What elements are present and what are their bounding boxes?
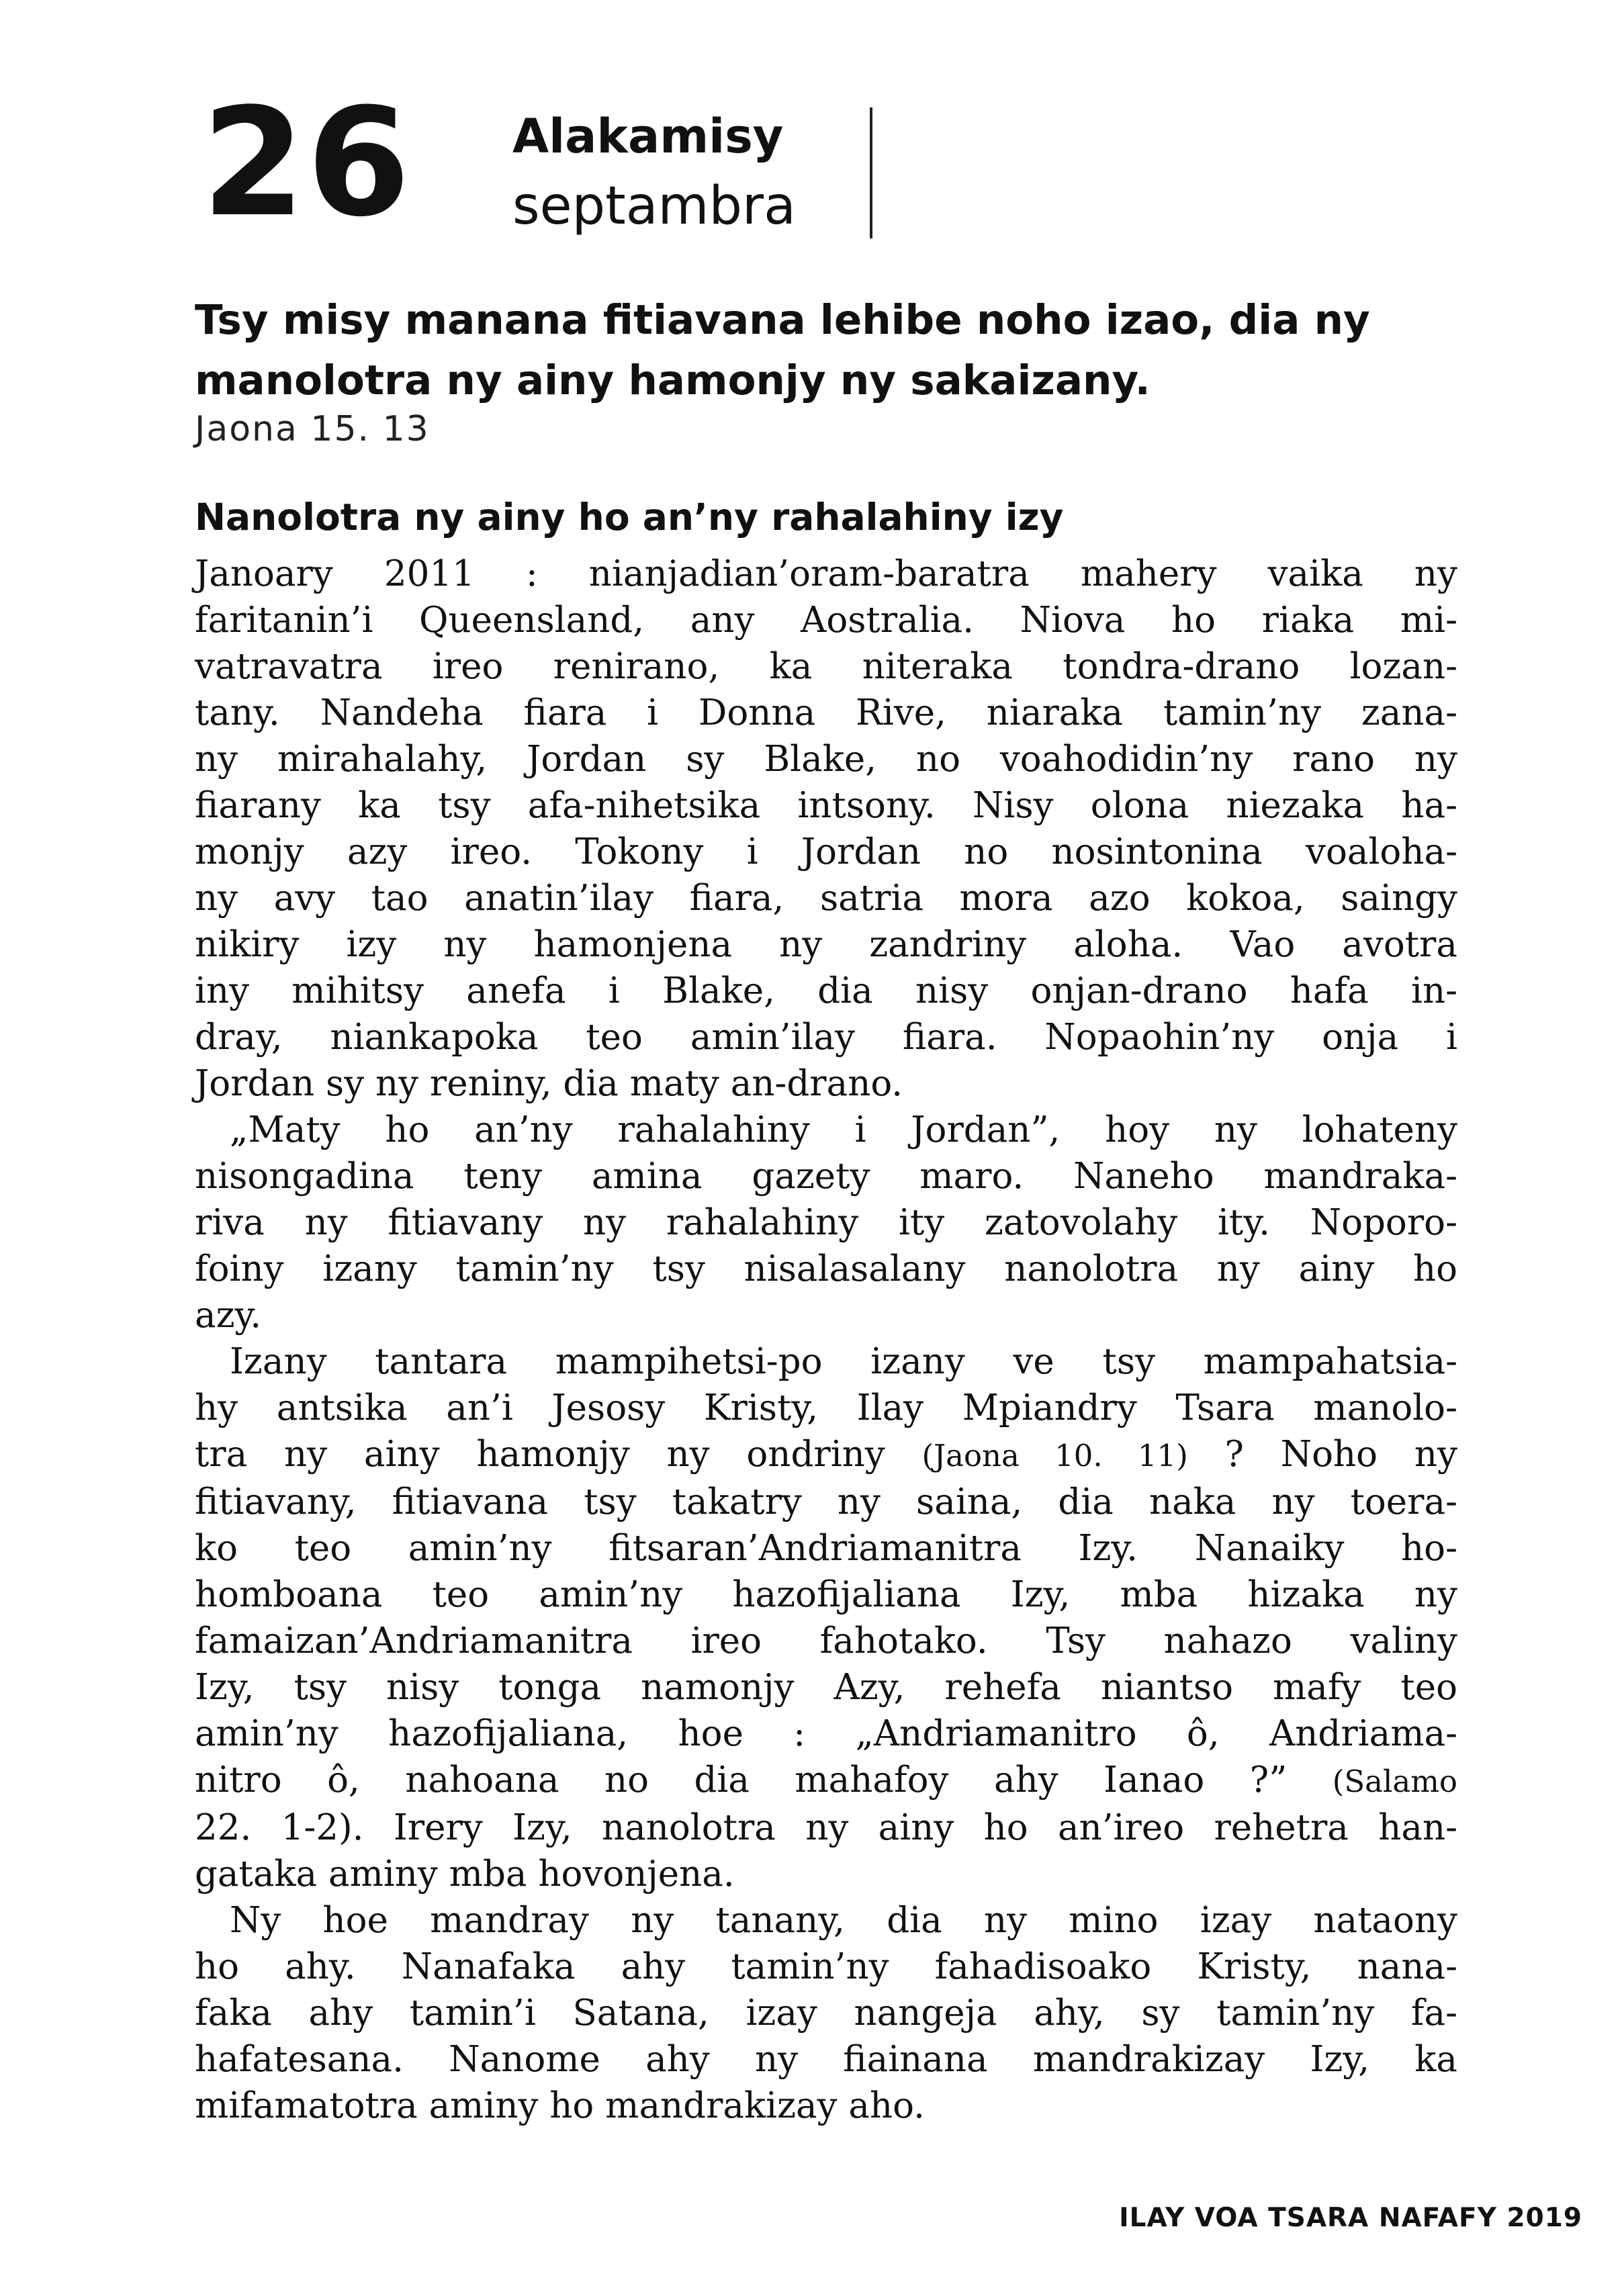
paragraph — [195, 1897, 1457, 2129]
text-line: Janoary 2011 : nianjadian’oram-baratra mahery vaika ny — [195, 553, 1457, 594]
text-line: faka ahy tamin’i Satana, izay nangeja ahy, sy tamin’ny fa- — [195, 1993, 1457, 2034]
text-line: amin’ny hazofijaliana, hoe : „Andriamanitro ô, Andriama- — [195, 1713, 1457, 1754]
article-title: Nanolotra ny ainy ho an’ny rahalahiny izy — [195, 496, 1064, 539]
header-divider — [870, 107, 872, 238]
text-line: Izany tantara mampihetsi-po izany ve tsy mampahatsia- — [230, 1341, 1457, 1382]
text-line — [195, 1757, 1457, 1805]
text-line: monjy azy ireo. Tokony i Jordan no nosintonina voaloha- — [195, 831, 1457, 872]
text-line: azy. — [195, 1295, 262, 1336]
text-line: tany. Nandeha fiara i Donna Rive, niaraka tamin’ny zana- — [195, 692, 1457, 733]
paragraph — [195, 1107, 1457, 1338]
text-line: „Maty ho an’ny rahalahiny i Jordan”, hoy ny lohateny — [230, 1109, 1457, 1150]
footer-publication: ILAY VOA TSARA NAFAFY 2019 — [1119, 2203, 1582, 2233]
verse-line: Tsy misy manana fitiavana lehibe noho izao, dia ny — [195, 296, 1370, 344]
day-number: 26 — [201, 77, 412, 250]
text-line: nisongadina teny amina gazety maro. Naneho mandraka- — [195, 1156, 1457, 1197]
text-line: ho ahy. Nanafaka ahy tamin’ny fahadisoako Kristy, nana- — [195, 1946, 1457, 1987]
text-line: dray, niankapoka teo amin’ilay fiara. Nopaohin’ny onja i — [195, 1017, 1457, 1058]
text-line: hafatesana. Nanome ahy ny fiainana mandrakizay Izy, ka — [195, 2039, 1457, 2080]
text-line: Ny hoe mandray ny tanany, dia ny mino izay nataony — [230, 1900, 1457, 1941]
text-line: foiny izany tamin’ny tsy nisalasalany nanolotra ny ainy ho — [195, 1248, 1457, 1289]
text-line — [195, 1805, 1457, 1851]
text-line: mifamatotra aminy ho mandrakizay aho. — [195, 2085, 925, 2126]
text-line: vatravatra ireo renirano, ka niteraka tondra-drano lozan- — [195, 646, 1457, 687]
text-line: faritanin’i Queensland, any Aostralia. Niova ho riaka mi- — [195, 600, 1457, 641]
verse-reference: Jaona 15. 13 — [195, 409, 430, 449]
month: septambra — [512, 176, 796, 236]
text-line: ko teo amin’ny fitsaran’Andriamanitra Izy. Nanaiky ho- — [195, 1528, 1457, 1569]
scripture-reference: 22. 1-2) — [195, 1807, 353, 1848]
weekday: Alakamisy — [512, 109, 784, 164]
scripture-reference: (Jaona 10. 11) — [921, 1438, 1188, 1473]
paragraph — [195, 551, 1457, 1107]
text-segment: . Irery Izy, nanolotra ny ainy ho an’ireo rehetra han- — [352, 1807, 1457, 1848]
text-segment: nitro ô, nahoana no dia mahafoy ahy Ianao ?” — [195, 1760, 1288, 1801]
text-line — [195, 1431, 1457, 1479]
verse-line: manolotra ny ainy hamonjy ny sakaizany. — [195, 357, 1151, 404]
article-body — [195, 551, 1457, 2129]
text-line: famaizan’Andriamanitra ireo fahotako. Tsy nahazo valiny — [195, 1621, 1457, 1662]
text-line: Izy, tsy nisy tonga namonjy Azy, rehefa niantso mafy teo — [195, 1667, 1457, 1708]
paragraph — [195, 1338, 1457, 1897]
text-line: Jordan sy ny reniny, dia maty an-drano. — [195, 1063, 903, 1104]
text-line: hy antsika an’i Jesosy Kristy, Ilay Mpiandry Tsara manolo- — [195, 1388, 1457, 1428]
text-line: nikiry izy ny hamonjena ny zandriny aloha. Vao avotra — [195, 924, 1457, 965]
text-line: ny mirahalahy, Jordan sy Blake, no voahodidin’ny rano ny — [195, 739, 1457, 780]
text-line: riva ny fitiavany ny rahalahiny ity zatovolahy ity. Noporo- — [195, 1202, 1457, 1243]
bible-verse — [195, 290, 1457, 411]
text-segment: tra ny ainy hamonjy ny ondriny — [195, 1434, 885, 1475]
text-line: fiarany ka tsy afa-nihetsika intsony. Nisy olona niezaka ha- — [195, 785, 1457, 826]
text-line: ny avy tao anatin’ilay fiara, satria mora azo kokoa, saingy — [195, 878, 1457, 919]
text-line: iny mihitsy anefa i Blake, dia nisy onjan-drano hafa in- — [195, 970, 1457, 1011]
text-line: fitiavany, fitiavana tsy takatry ny saina, dia naka ny toera- — [195, 1482, 1457, 1522]
text-segment: ? Noho ny — [1224, 1434, 1457, 1475]
text-line: homboana teo amin’ny hazofijaliana Izy, mba hizaka ny — [195, 1574, 1457, 1615]
text-line: gataka aminy mba hovonjena. — [195, 1854, 735, 1895]
scripture-reference: (Salamo — [1332, 1764, 1457, 1799]
